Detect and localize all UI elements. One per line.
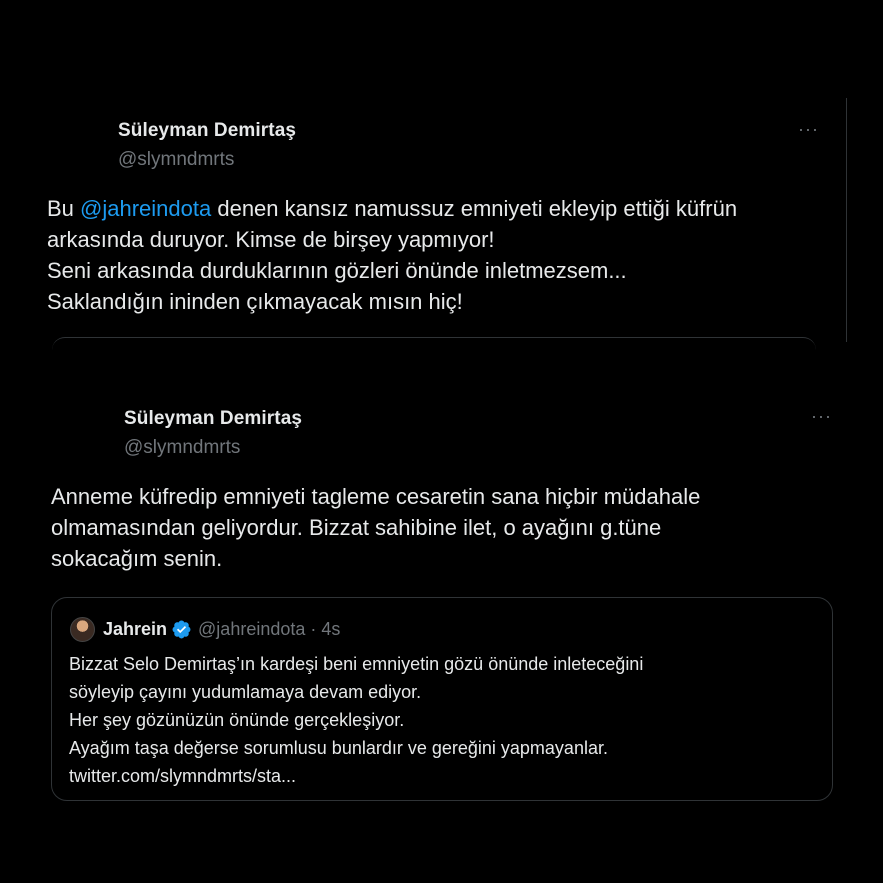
quoted-line: Her şey gözünüzün önünde gerçekleşiyor. [69, 710, 405, 730]
author-name[interactable]: Süleyman Demirtaş [124, 408, 303, 429]
tweet-text [51, 481, 841, 574]
more-options-icon[interactable]: ··· [811, 406, 832, 426]
author-handle[interactable]: @slymndmrts [118, 149, 235, 170]
timestamp[interactable]: 4s [321, 618, 341, 639]
quoted-line: Bizzat Selo Demirtaş’ın kardeşi beni emniyetin gözü önünde inleteceğini [69, 654, 644, 674]
author-name[interactable]: Süleyman Demirtaş [118, 120, 297, 141]
tweet-text [47, 193, 837, 317]
quoted-line: söyleyip çayını yudumlamaya devam ediyor. [69, 682, 422, 702]
quoted-tweet-text [69, 650, 819, 790]
tweet-text-line-3: Seni arkasında durduklarının gözleri önünde inletmezsem... [47, 258, 627, 283]
tweet-2[interactable] [0, 395, 883, 815]
quoted-tweet[interactable] [51, 597, 833, 801]
quoted-line: Ayağım taşa değerse sorumlusu bunlardır ve gereğini yapmayanlar. [69, 738, 608, 758]
avatar[interactable] [70, 617, 95, 642]
text-segment: Bu [47, 196, 81, 221]
dot-separator: · [310, 618, 317, 639]
quoted-link[interactable]: twitter.com/slymndmrts/sta... [69, 766, 297, 786]
tweet-text-line-4: Saklandığın ininden çıkmayacak mısın hiç! [47, 289, 463, 314]
tweet-text-line-2: arkasında duruyor. Kimse de birşey yapmıyor! [47, 227, 495, 252]
mention-link[interactable]: @jahreindota [80, 196, 212, 221]
tweet-text-line-3: sokacağım senin. [51, 546, 223, 571]
quoted-tweet-header [70, 616, 340, 642]
verified-badge-icon [171, 619, 192, 640]
tweet-1[interactable] [0, 98, 847, 342]
more-options-icon[interactable]: ··· [798, 119, 819, 139]
tweet-text-line-1 [47, 193, 837, 224]
quoted-author-name[interactable]: Jahrein [103, 618, 168, 639]
tweet-text-line-1: Anneme küfredip emniyeti tagleme cesaretin sana hiçbir müdahale [51, 484, 701, 509]
quoted-author-handle[interactable]: @jahreindota [198, 618, 306, 639]
author-handle[interactable]: @slymndmrts [124, 437, 241, 458]
text-segment: denen kansız namussuz emniyeti ekleyip ettiği küfrün [211, 196, 738, 221]
card-top-edge [52, 337, 816, 350]
tweet-text-line-2: olmamasından geliyordur. Bizzat sahibine ilet, o ayağını g.tüne [51, 515, 662, 540]
